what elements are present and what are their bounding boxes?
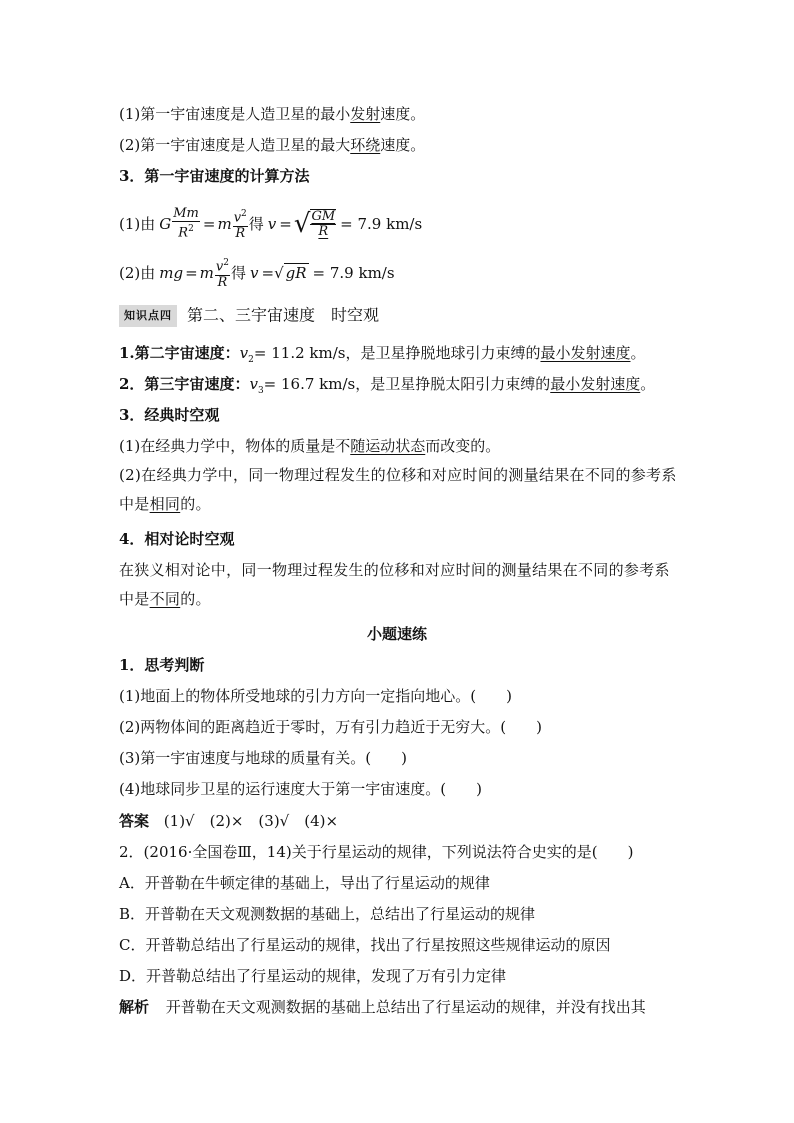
judgement-1: (1)地面上的物体所受地球的引力方向一定指向地心。( ) [119,687,512,705]
option-c: C．开普勒总结出了行星运动的规律，找出了行星按照这些规律运动的原因 [119,936,611,954]
relativity-heading: 4．相对论时空观 [119,530,235,548]
intro-item-2-end: 速度。 [380,136,426,154]
option-a: A．开普勒在牛顿定律的基础上，导出了行星运动的规律 [119,874,490,892]
analysis-line [119,997,646,1017]
classical-p2 [119,461,679,519]
eq2-prefix: (2)由 [119,264,156,282]
calc-heading: 3．第一宇宙速度的计算方法 [119,167,310,185]
second-speed-end: 。 [630,344,646,362]
second-speed-label: 1.第二宇宙速度： [119,344,240,362]
relativity-underlined: 不同 [149,590,181,608]
judgement-4: (4)地球同步卫星的运行速度大于第一宇宙速度。( ) [119,780,482,798]
option-d: D．开普勒总结出了行星运动的规律，发现了万有引力定律 [119,967,507,985]
question-2: 2．(2016·全国卷Ⅲ，14)关于行星运动的规律，下列说法符合史实的是( ) [119,843,634,861]
answer-line [119,811,338,831]
answer-text: (1)√ (2)× (3)√ (4)× [163,812,339,830]
intro-item-1-text: (1)第一宇宙速度是人造卫星的最小 [119,105,351,123]
intro-item-1-end: 速度。 [380,105,426,123]
judgement-2: (2)两物体间的距离趋近于零时，万有引力趋近于无穷大。( ) [119,718,542,736]
calc-equation-2: (2)由 mg = m $\frac{v^2}{R}$ 得 v = √ gR = 7.9 km/s [119,258,395,290]
eq1-frac-Mm-R2: $\frac{Mm}{R^2}$ [173,206,199,241]
second-speed-value: = 11.2 km/s，是卫星挣脱地球引力束缚的 [253,344,541,362]
relativity-text: 在狭义相对论中，同一物理过程发生的位移和对应时间的测量结果在不同的参考系中是 [119,561,670,608]
analysis-label: 解析 [119,998,150,1016]
classical-p1 [119,436,500,456]
intro-item-1 [119,104,425,124]
classical-p2-end: 的。 [180,495,211,513]
eq1-result: = 7.9 km/s [340,215,423,233]
intro-item-2-text: (2)第一宇宙速度是人造卫星的最大 [119,136,351,154]
option-b: B．开普勒在天文观测数据的基础上，总结出了行星运动的规律 [119,905,536,923]
answer-label: 答案 [119,812,150,830]
intro-item-2 [119,135,425,155]
eq1-sqrt: √ $\frac{GM}{R}$ [293,209,336,239]
third-speed-underlined: 最小发射速度 [550,375,641,393]
calc-equation-1: (1)由 G $\frac{Mm}{R^2}$ = m $\frac{v^2}{R}$ 得 v = √ $\frac{GM}{R}$ = 7.9 km/s [119,206,423,241]
classical-p1-underlined: 随运动状态 [350,437,426,455]
knowledge-point-4 [119,305,379,327]
eq1-frac-v2-R: $\frac{v^2}{R}$ [233,209,247,241]
second-cosmic-speed: 1.第二宇宙速度：$v_2= 11.2$ km/s，是卫星挣脱地球引力束缚的最小发射速度。 [119,344,646,365]
third-speed-label: 2．第三宇宙速度： [119,375,250,393]
relativity-paragraph [119,556,679,614]
eq1-G: G [159,215,172,233]
intro-item-1-underlined: 发射 [350,105,381,123]
analysis-text: 开普勒在天文观测数据的基础上总结出了行星运动的规律，并没有找出其 [165,998,646,1016]
classical-p1-end: 而改变的。 [425,437,501,455]
third-cosmic-speed: 2．第三宇宙速度：$v_3= 16.7$ km/s，是卫星挣脱太阳引力束缚的最小发射速度。 [119,375,656,396]
classical-p1-text: (1)在经典力学中，物体的质量是不 [119,437,351,455]
knowledge-title: 第二、三宇宙速度 时空观 [187,305,380,325]
third-speed-value: = 16.7 km/s，是卫星挣脱太阳引力束缚的 [263,375,551,393]
relativity-end: 的。 [180,590,211,608]
classical-heading: 3．经典时空观 [119,406,220,424]
eq1-de: 得 [248,215,264,233]
classical-p2-text: (2)在经典力学中，同一物理过程发生的位移和对应时间的测量结果在不同的参考系中是 [119,466,677,513]
knowledge-badge: 知识点四 [119,305,177,327]
intro-item-2-underlined: 环绕 [350,136,381,154]
eq2-de: 得 [230,264,246,282]
practice-title: 小题速练 [366,625,427,643]
q1-heading: 1．思考判断 [119,656,205,674]
eq1-prefix: (1)由 [119,215,156,233]
classical-p2-underlined: 相同 [149,495,181,513]
eq2-frac-v2-R: $\frac{v^2}{R}$ [215,258,229,290]
third-speed-end: 。 [640,375,656,393]
second-speed-underlined: 最小发射速度 [540,344,631,362]
judgement-3: (3)第一宇宙速度与地球的质量有关。( ) [119,749,407,767]
eq2-sqrt: √ gR [274,264,307,282]
eq2-result: = 7.9 km/s [312,264,395,282]
